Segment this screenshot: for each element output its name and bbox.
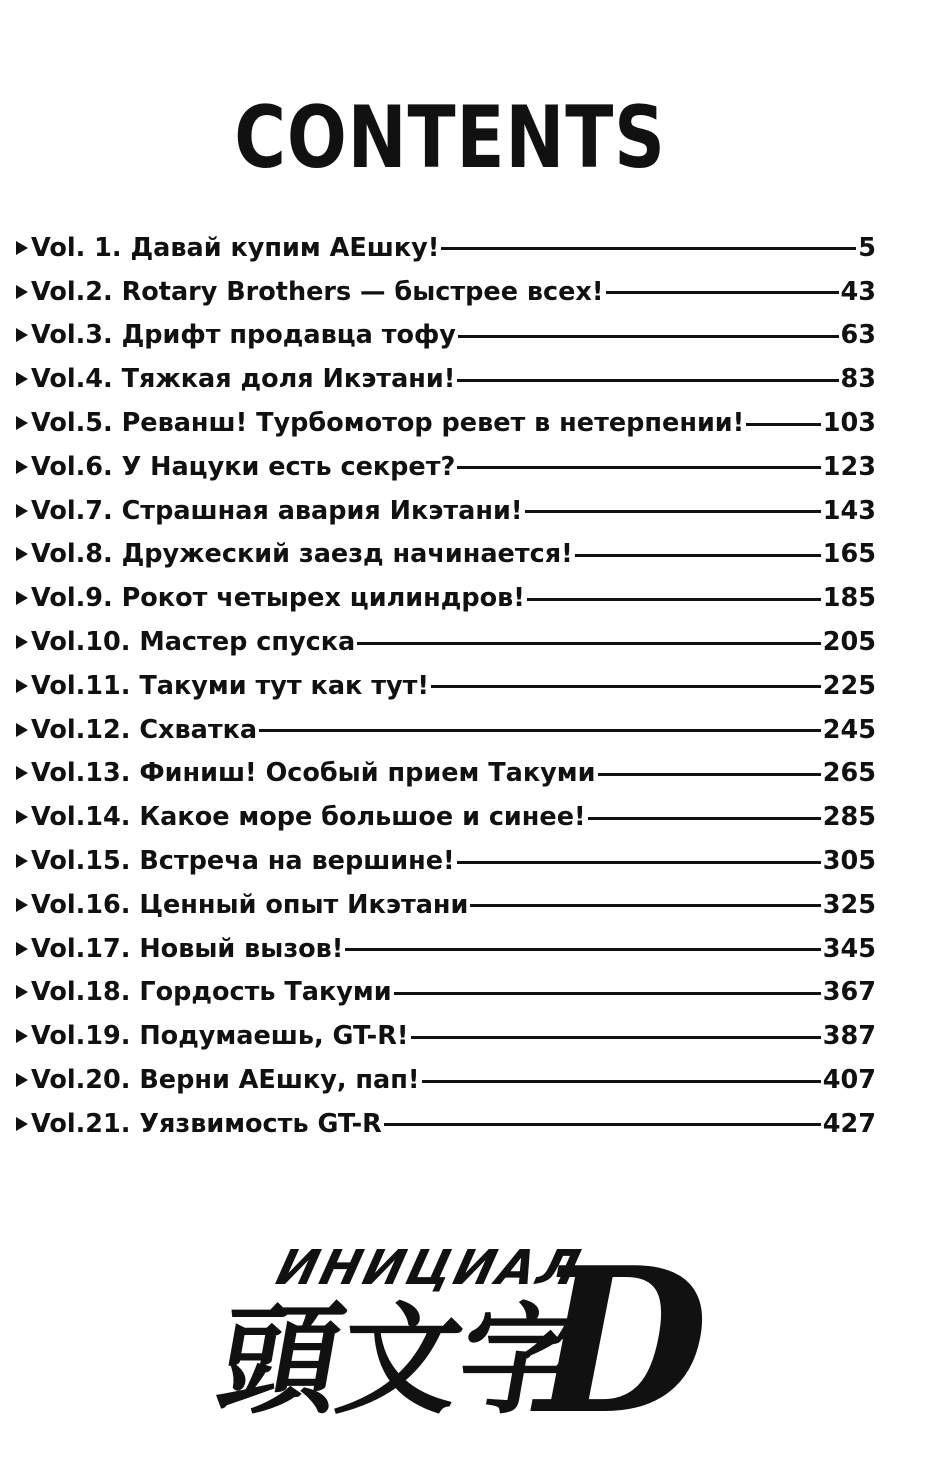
toc-entry <box>16 664 876 708</box>
toc-entry <box>16 226 876 270</box>
bullet-arrow-icon <box>16 985 28 999</box>
toc-entry-page-number: 185 <box>822 583 876 614</box>
toc-entry <box>16 752 876 796</box>
toc-entry-page-number: 43 <box>840 276 876 307</box>
toc-leader-line <box>441 247 856 250</box>
toc-entry <box>16 270 876 314</box>
table-of-contents <box>16 226 876 1146</box>
bullet-arrow-icon <box>16 328 28 342</box>
toc-entry <box>16 883 876 927</box>
toc-entry-page-number: 387 <box>822 1021 876 1052</box>
toc-entry-title: Vol.5. Реванш! Турбомотор ревет в нетерпении! <box>31 408 745 439</box>
toc-leader-line <box>422 1080 821 1083</box>
toc-leader-line <box>525 510 821 513</box>
toc-leader-line <box>384 1123 821 1126</box>
toc-entry <box>16 1102 876 1146</box>
bullet-arrow-icon <box>16 766 28 780</box>
toc-entry-page-number: 225 <box>822 670 876 701</box>
toc-entry-title: Vol.13. Финиш! Особый прием Такуми <box>31 758 596 789</box>
toc-entry-title: Vol.2. Rotary Brothers — быстрее всех! <box>31 276 604 307</box>
bullet-arrow-icon <box>16 854 28 868</box>
toc-entry-title: Vol.9. Рокот четырех цилиндров! <box>31 583 525 614</box>
bullet-arrow-icon <box>16 635 28 649</box>
toc-entry-page-number: 245 <box>822 714 876 745</box>
toc-leader-line <box>746 423 820 426</box>
toc-entry-title: Vol.10. Мастер спуска <box>31 627 356 658</box>
bullet-arrow-icon <box>16 460 28 474</box>
toc-entry <box>16 1058 876 1102</box>
toc-entry-title: Vol.14. Какое море большое и синее! <box>31 802 586 833</box>
toc-leader-line <box>411 1036 821 1039</box>
toc-entry <box>16 927 876 971</box>
bullet-arrow-icon <box>16 679 28 693</box>
toc-entry-title: Vol.16. Ценный опыт Икэтани <box>31 889 469 920</box>
toc-entry-title: Vol.8. Дружеский заезд начинается! <box>31 539 573 570</box>
toc-leader-line <box>431 685 821 688</box>
toc-entry-page-number: 205 <box>822 627 876 658</box>
toc-entry-page-number: 103 <box>822 408 876 439</box>
toc-entry-title: Vol.18. Гордость Такуми <box>31 977 392 1008</box>
bullet-arrow-icon <box>16 504 28 518</box>
toc-entry-page-number: 285 <box>822 802 876 833</box>
toc-entry-page-number: 83 <box>840 364 876 395</box>
bullet-arrow-icon <box>16 416 28 430</box>
toc-entry-page-number: 407 <box>822 1065 876 1096</box>
toc-entry-title: Vol. 1. Давай купим АЕшку! <box>31 232 440 263</box>
toc-entry-page-number: 325 <box>822 889 876 920</box>
toc-entry-title: Vol.7. Страшная авария Икэтани! <box>31 495 523 526</box>
toc-entry-page-number: 305 <box>822 846 876 877</box>
toc-entry <box>16 795 876 839</box>
logo-letter-d: D <box>535 1224 709 1459</box>
bullet-arrow-icon <box>16 547 28 561</box>
toc-entry-page-number: 143 <box>822 495 876 526</box>
toc-entry <box>16 576 876 620</box>
toc-leader-line <box>457 861 821 864</box>
toc-entry-title: Vol.12. Схватка <box>31 714 258 745</box>
logo-kanji: 頭文字 <box>207 1292 593 1431</box>
toc-entry <box>16 620 876 664</box>
toc-entry-title: Vol.17. Новый вызов! <box>31 933 344 964</box>
series-logo <box>190 1224 770 1459</box>
toc-entry-title: Vol.19. Подумаешь, GT-R! <box>31 1021 409 1052</box>
toc-leader-line <box>527 598 821 601</box>
bullet-arrow-icon <box>16 810 28 824</box>
toc-entry <box>16 357 876 401</box>
toc-entry-page-number: 63 <box>840 320 876 351</box>
toc-leader-line <box>345 948 820 951</box>
toc-entry-title: Vol.6. У Нацуки есть секрет? <box>31 451 456 482</box>
toc-entry-page-number: 5 <box>858 232 876 263</box>
bullet-arrow-icon <box>16 723 28 737</box>
toc-leader-line <box>606 291 839 294</box>
toc-entry-title: Vol.20. Верни АЕшку, пап! <box>31 1065 420 1096</box>
bullet-arrow-icon <box>16 942 28 956</box>
toc-leader-line <box>575 554 821 557</box>
toc-entry-page-number: 123 <box>822 451 876 482</box>
toc-leader-line <box>588 817 821 820</box>
toc-leader-line <box>458 335 839 338</box>
logo-subtitle: ИНИЦИАЛ <box>271 1240 589 1296</box>
bullet-arrow-icon <box>16 372 28 386</box>
toc-leader-line <box>394 992 821 995</box>
toc-leader-line <box>598 773 821 776</box>
toc-entry <box>16 1014 876 1058</box>
toc-entry <box>16 314 876 358</box>
toc-entry-title: Vol.21. Уязвимость GT-R <box>31 1108 382 1139</box>
bullet-arrow-icon <box>16 241 28 255</box>
bullet-arrow-icon <box>16 285 28 299</box>
bullet-arrow-icon <box>16 1117 28 1131</box>
toc-entry <box>16 839 876 883</box>
toc-leader-line <box>457 466 820 469</box>
toc-entry-page-number: 265 <box>822 758 876 789</box>
toc-entry <box>16 401 876 445</box>
toc-entry-title: Vol.15. Встреча на вершине! <box>31 846 455 877</box>
toc-entry-title: Vol.3. Дрифт продавца тофу <box>31 320 456 351</box>
toc-entry-title: Vol.11. Такуми тут как тут! <box>31 670 430 701</box>
bullet-arrow-icon <box>16 898 28 912</box>
bullet-arrow-icon <box>16 1073 28 1087</box>
toc-entry <box>16 708 876 752</box>
toc-leader-line <box>470 904 820 907</box>
toc-entry <box>16 533 876 577</box>
toc-leader-line <box>259 729 821 732</box>
toc-leader-line <box>457 379 838 382</box>
toc-entry <box>16 489 876 533</box>
toc-leader-line <box>357 642 821 645</box>
bullet-arrow-icon <box>16 591 28 605</box>
toc-entry-page-number: 427 <box>822 1108 876 1139</box>
toc-entry-page-number: 165 <box>822 539 876 570</box>
toc-entry <box>16 445 876 489</box>
toc-entry <box>16 971 876 1015</box>
toc-entry-page-number: 345 <box>822 933 876 964</box>
page-title: CONTENTS <box>234 88 666 188</box>
toc-entry-page-number: 367 <box>822 977 876 1008</box>
bullet-arrow-icon <box>16 1029 28 1043</box>
toc-entry-title: Vol.4. Тяжкая доля Икэтани! <box>31 364 456 395</box>
